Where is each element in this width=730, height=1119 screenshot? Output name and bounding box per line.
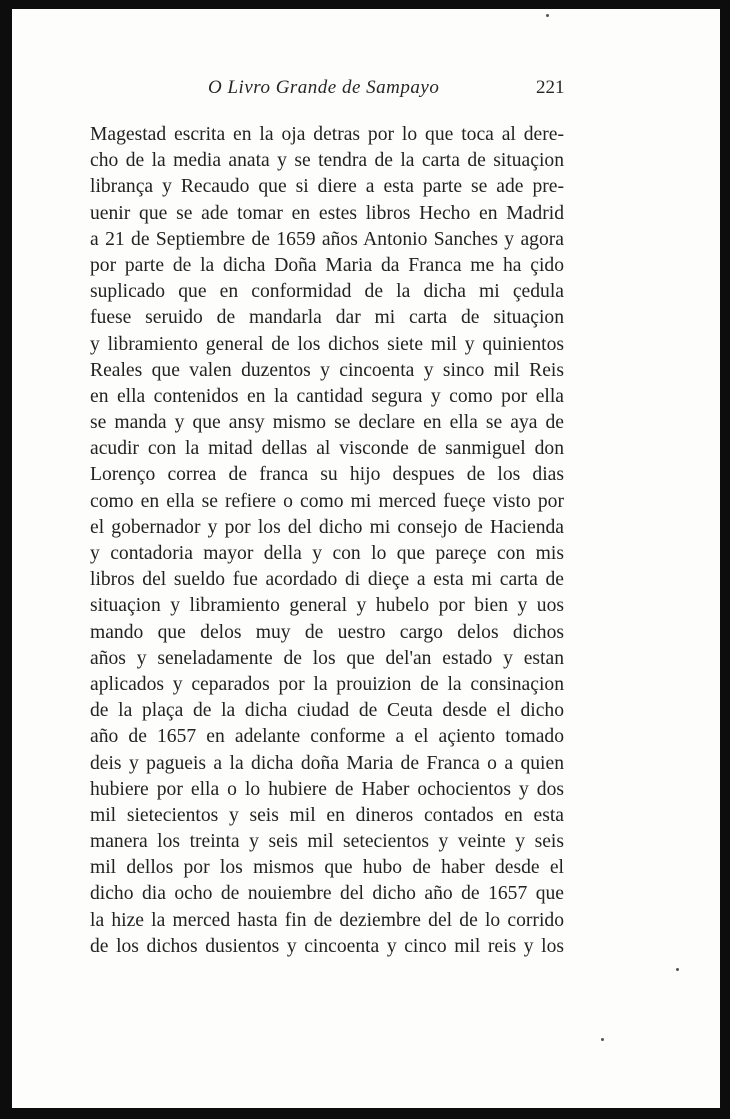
text-line: y libramiento general de los dichos siete mil y quinientos	[90, 333, 564, 355]
text-line: fuese seruido de mandarla dar mi carta de situaçion	[90, 307, 564, 329]
text-line: libros del sueldo fue acordado di dieçe a esta mi carta de	[90, 569, 564, 591]
text-line: de los dichos dusientos y cincoenta y cinco mil reis y los	[90, 935, 564, 957]
running-title: O Livro Grande de Sampayo	[208, 77, 440, 98]
dust-speck	[601, 1038, 604, 1041]
body-text	[90, 122, 564, 960]
running-header	[0, 77, 730, 103]
text-line: y contadoria mayor della y con lo que pareçe con mis	[90, 543, 564, 564]
text-line: se manda y que ansy mismo se declare en ella se aya de	[90, 412, 564, 434]
text-line: manera los treinta y seis mil setecientos y veinte y seis	[90, 831, 564, 853]
text-line: a 21 de Septiembre de 1659 años Antonio Sanches y agora	[90, 228, 564, 250]
text-line: dicho dia ocho de nouiembre del dicho año de 1657 que	[90, 883, 564, 905]
dust-speck	[546, 14, 549, 17]
text-line: mil dellos por los mismos que hubo de haber desde el	[90, 857, 564, 879]
text-line: el gobernador y por los del dicho mi consejo de Hacienda	[90, 516, 564, 538]
text-line: como en ella se refiere o como mi merced fueçe visto por	[90, 490, 564, 512]
text-line: años y seneladamente de los que del'an estado y estan	[90, 647, 564, 669]
text-line: Reales que valen duzentos y cincoenta y sinco mil Reis	[90, 359, 564, 381]
text-line: deis y pagueis a la dicha doña Maria de Franca o a quien	[90, 752, 564, 774]
text-line: por parte de la dicha Doña Maria da Franca me ha çido	[90, 254, 564, 276]
text-line: mil sietecientos y seis mil en dineros contados en esta	[90, 804, 564, 826]
text-line: uenir que se ade tomar en estes libros Hecho en Madrid	[90, 202, 564, 224]
text-line: la hize la merced hasta fin de deziembre del de lo corrido	[90, 909, 564, 931]
text-line: mando que delos muy de uestro cargo delos dichos	[90, 621, 564, 643]
text-line: situaçion y libramiento general y hubelo por bien y uos	[90, 595, 564, 617]
text-line: suplicado que en conformidad de la dicha mi çedula	[90, 281, 564, 303]
text-line: librança y Recaudo que si diere a esta parte se ade pre-	[90, 176, 564, 198]
text-line: hubiere por ella o lo hubiere de Haber ochocientos y dos	[90, 778, 564, 800]
text-line: Magestad escrita en la oja detras por lo que toca al dere-	[90, 124, 564, 145]
text-line: en ella contenidos en la cantidad segura y como por ella	[90, 385, 564, 407]
text-line: año de 1657 en adelante conforme a el açiento tomado	[90, 726, 564, 748]
text-line: acudir con la mitad dellas al visconde de sanmiguel don	[90, 438, 564, 460]
page-number: 221	[536, 77, 565, 98]
text-line: Lorenço correa de franca su hijo despues de los dias	[90, 464, 564, 486]
text-line: cho de la media anata y se tendra de la carta de situaçion	[90, 150, 564, 172]
text-line: de la plaça de la dicha ciudad de Ceuta desde el dicho	[90, 700, 564, 722]
dust-speck	[676, 968, 679, 971]
text-line: aplicados y ceparados por la prouizion de la consinaçion	[90, 673, 564, 695]
